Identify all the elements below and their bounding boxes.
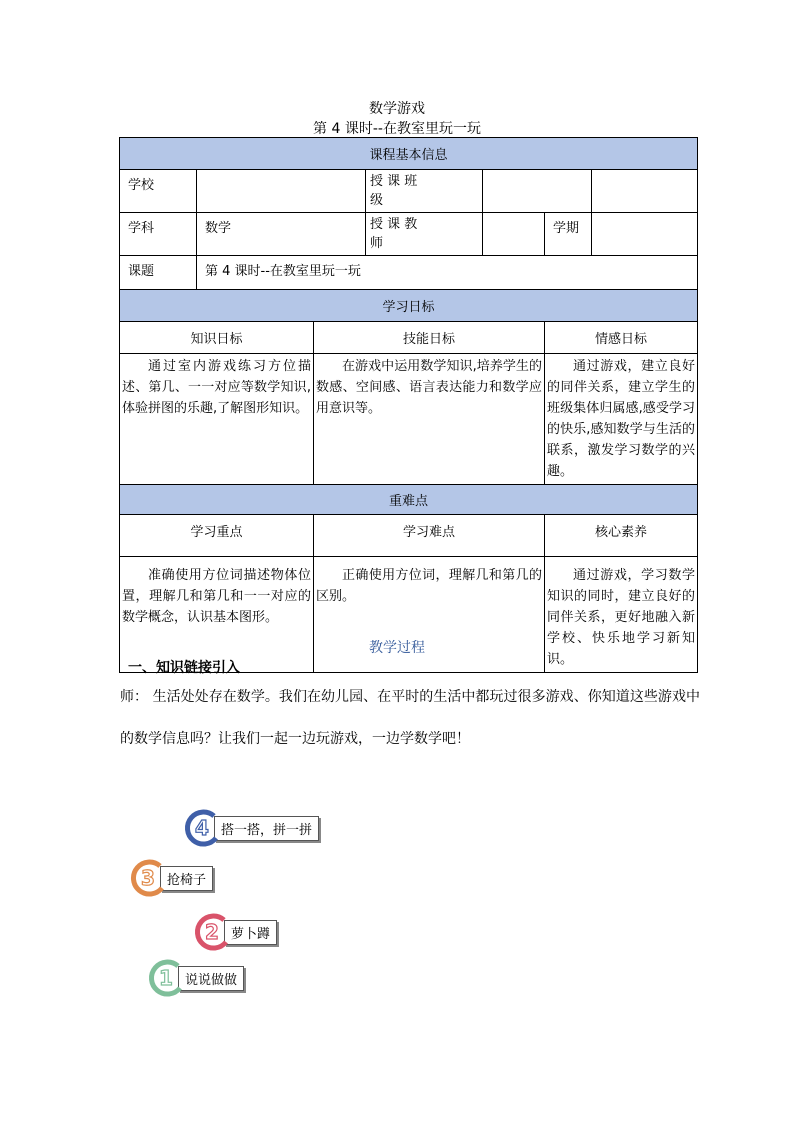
game-label-3: 抢椅子 [160,866,213,891]
band-basic-info: 课程基本信息 [120,138,698,170]
school-value [197,170,366,213]
subject-label: 学科 [120,213,197,256]
section-heading: 一、知识链接引入 [128,660,240,676]
class-label: 授 课 班 级 [366,170,483,213]
term-label: 学期 [545,213,592,256]
school-label: 学校 [120,170,197,213]
key-header-literacy: 核心素养 [545,515,698,557]
game-label-1: 说说做做 [178,966,244,991]
band-learning-goals: 学习日标 [120,290,698,322]
teacher-value [483,213,545,256]
term-value [592,213,698,256]
key-text-literacy: 通过游戏，学习数学知识的同时，建立良好的同伴关系，更好地融入新学校、快乐地学习新知识。 [545,557,698,673]
key-text-focus: 准确使用方位词描述物体位置，理解几和第几和一一对应的数学概念，认识基本图形。 [120,557,314,673]
key-text-difficulty: 正确使用方位词，理解几和第几的区别。 [314,557,545,673]
document-subtitle: 第 4 课时--在教室里玩一玩 [313,121,481,137]
teacher-label: 授 课 教 师 [366,213,483,256]
svg-text:1: 1 [159,966,173,990]
document-title: 数学游戏 [369,101,425,117]
goal-text-emotion: 通过游戏，建立良好的同伴关系，建立学生的班级集体归属感,感受学习的快乐,感知数学与生活的联系，激发学习数学的兴趣。 [545,354,698,485]
topic-label: 课题 [120,256,197,290]
number-1-icon [146,958,186,998]
intro-paragraph: 师： 生活处处存在数学。我们在幼儿园、在平时的生活中都玩过很多游戏、你知道这些游戏中的数学信息吗？让我们一起一边玩游戏，一边学数学吧！ [120,689,700,747]
game-item-3 [128,858,213,898]
svg-text:2: 2 [205,920,219,944]
topic-value: 第 4 课时--在教室里玩一玩 [197,256,698,290]
svg-text:3: 3 [141,866,155,890]
subject-value: 数学 [197,213,366,256]
extra-value [592,170,698,213]
game-item-2 [192,912,277,952]
course-info-table [119,137,698,673]
game-item-4 [182,808,319,848]
game-label-4: 搭一搭，拼一拼 [214,816,319,841]
goal-header-emotion: 情感日标 [545,322,698,354]
key-header-focus: 学习重点 [120,515,314,557]
game-item-1 [146,958,244,998]
goal-text-skill: 在游戏中运用数学知识,培养学生的数感、空间感、语言表达能力和数学应用意识等。 [314,354,545,485]
game-label-2: 萝卜蹲 [224,920,277,945]
class-value [483,170,592,213]
goal-header-skill: 技能日标 [314,322,545,354]
teaching-process-heading: 教学过程 [369,640,425,656]
number-3-icon [128,858,168,898]
number-2-icon [192,912,232,952]
svg-text:4: 4 [195,816,209,840]
goal-header-knowledge: 知识日标 [120,322,314,354]
band-key-points: 重难点 [120,485,698,515]
number-4-icon [182,808,222,848]
goal-text-knowledge: 通过室内游戏练习方位描述、第几、一一对应等数学知识,体验拼图的乐趣,了解图形知识。 [120,354,314,485]
key-header-difficulty: 学习难点 [314,515,545,557]
